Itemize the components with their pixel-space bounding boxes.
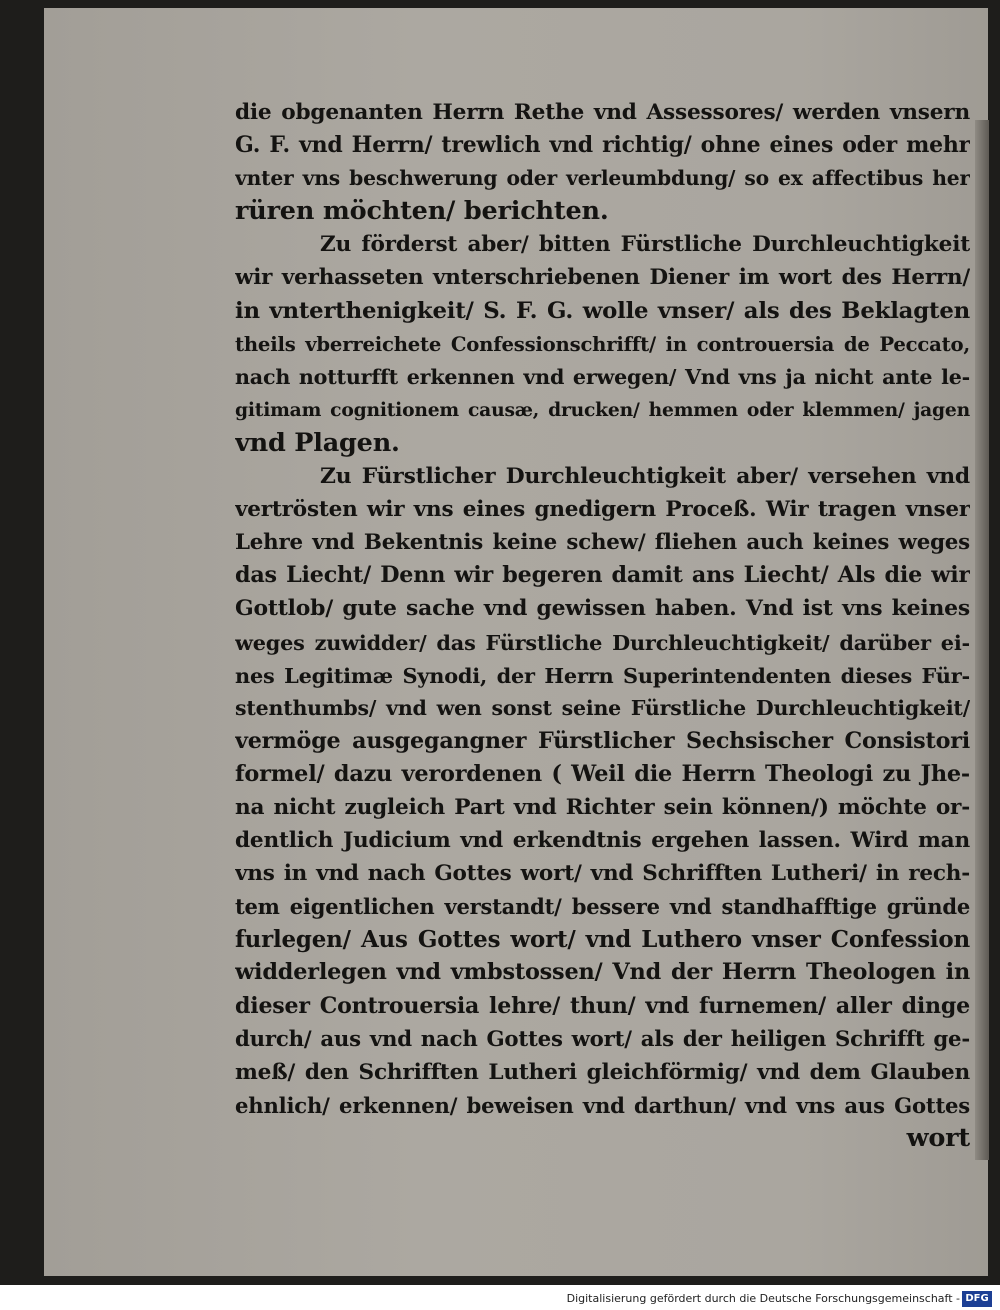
text-line: gitimam cognitionem causæ, drucken/ hemmen oder klemmen/ jagen (235, 398, 970, 421)
text-line: die obgenanten Herrn Rethe vnd Assessores/ werden vnsern (235, 100, 970, 125)
text-line: Zu Fürstlicher Durchleuchtigkeit aber/ versehen vnd (320, 464, 970, 490)
text-line: rüren möchten/ berichten. (235, 196, 609, 227)
text-line: Lehre vnd Bekentnis keine schew/ fliehen auch keines weges (235, 530, 970, 556)
text-line: tem eigentlichen verstandt/ bessere vnd standhafftige gründe (235, 894, 970, 920)
text-line: weges zuwidder/ das Fürstliche Durchleuchtigkeit/ darüber ei- (235, 629, 970, 655)
text-line: wir verhasseten vnterschriebenen Diener im wort des Herrn/ (235, 265, 970, 291)
body-text (235, 96, 970, 1155)
text-line: vnd Plagen. (235, 427, 400, 458)
text-line: formel/ dazu verordenen ( Weil die Herrn Theologi zu Jhe- (235, 760, 970, 787)
text-line: ehnlich/ erkennen/ beweisen vnd darthun/ vnd vns aus Gottes (235, 1092, 970, 1118)
text-line: in vnterthenigkeit/ S. F. G. wolle vnser/ als des Beklagten (235, 297, 970, 324)
text-line: nes Legitimæ Synodi, der Herrn Superintendenten dieses Für- (235, 662, 970, 688)
text-line: vermöge ausgegangner Fürstlicher Sechsischer Consistori (235, 727, 970, 754)
footer-credit: Digitalisierung gefördert durch die Deutsche Forschungsgemeinschaft - (566, 1292, 960, 1305)
text-line: vnter vns beschwerung oder verleumbdung/ so ex affectibus her (235, 166, 970, 191)
text-line: meß/ den Schrifften Lutheri gleichförmig/ vnd dem Glauben (235, 1059, 970, 1085)
text-line: vns in vnd nach Gottes wort/ vnd Schrifften Lutheri/ in rech- (235, 861, 970, 887)
text-line: Zu förderst aber/ bitten Fürstliche Durchleuchtigkeit (320, 232, 970, 258)
text-line: Gottlob/ gute sache vnd gewissen haben. Vnd ist vns keines (235, 595, 970, 622)
text-line: dentlich Judicium vnd erkendtnis ergehen lassen. Wird man (235, 828, 970, 854)
text-line: furlegen/ Aus Gottes wort/ vnd Luthero vnser Confession (235, 926, 970, 954)
text-line: das Liecht/ Denn wir begeren damit ans Liecht/ Als die wir (235, 562, 970, 589)
text-line: G. F. vnd Herrn/ trewlich vnd richtig/ ohne eines oder mehr (235, 132, 970, 159)
text-line: widderlegen vnd vmbstossen/ Vnd der Herrn Theologen in (235, 959, 970, 986)
text-line: durch/ aus vnd nach Gottes wort/ als der heiligen Schrifft ge- (235, 1026, 970, 1052)
catchword: wort (906, 1122, 970, 1153)
dfg-logo: DFG (962, 1291, 992, 1307)
text-line: theils vberreichete Confessionschrifft/ in controuersia de Peccato, (235, 332, 970, 356)
text-line: vertrösten wir vns eines gnedigern Proceß. Wir tragen vnser (235, 497, 970, 523)
digitization-footer (0, 1287, 1000, 1310)
text-line: na nicht zugleich Part vnd Richter sein können/) möchte or- (235, 794, 970, 820)
page-gutter-shadow (975, 120, 989, 1160)
text-line: nach notturfft erkennen vnd erwegen/ Vnd vns ja nicht ante le- (235, 364, 970, 389)
text-line: dieser Controuersia lehre/ thun/ vnd furnemen/ aller dinge (235, 992, 970, 1019)
text-line: stenthumbs/ vnd wen sonst seine Fürstliche Durchleuchtigkeit/ (235, 695, 970, 720)
